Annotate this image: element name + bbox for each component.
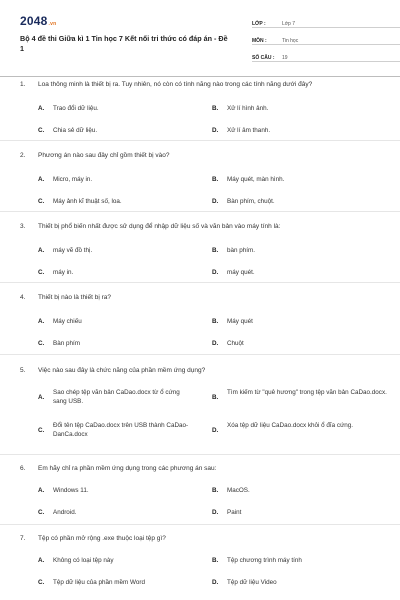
option-letter: C. [38, 579, 45, 586]
question-number: 1. [20, 81, 26, 88]
option-text: Đổi tên tệp CaDao.docx trên USB thành CaDao-DanCa.docx [53, 422, 189, 438]
question-text: Phương án nào sau đây chỉ gồm thiết bị vào? [38, 152, 170, 159]
question-text: Tệp có phần mở rộng .exe thuộc loại tệp gì? [38, 535, 166, 542]
option-text: Windows 11. [53, 487, 89, 494]
option-text: bàn phím. [227, 247, 256, 254]
option-text: máy vẽ đồ thị. [53, 247, 93, 254]
option-text: Chuột [227, 340, 244, 347]
option-letter: A. [38, 318, 45, 325]
option-letter: B. [212, 394, 219, 401]
option-letter: D. [212, 579, 219, 586]
option-text: Paint [227, 509, 242, 516]
question-divider [0, 524, 400, 525]
option-text: Máy chiếu [53, 318, 82, 325]
class-value: Lớp 7 [282, 21, 296, 27]
question-divider [0, 211, 400, 212]
info-row-count [252, 48, 400, 62]
option-letter: A. [38, 557, 45, 564]
question-number: 7. [20, 535, 26, 542]
option-letter: D. [212, 269, 219, 276]
question-text: Em hãy chỉ ra phần mềm ứng dụng trong các phương án sau: [38, 465, 217, 472]
option-letter: B. [212, 247, 219, 254]
question-text: Việc nào sau đây là chức năng của phần mềm ứng dụng? [38, 367, 206, 374]
option-letter: C. [38, 509, 45, 516]
subject-value: Tin học [282, 38, 299, 44]
exam-info-box [252, 14, 400, 65]
question-divider [0, 282, 400, 283]
option-text: Tệp dữ liệu của phần mềm Word [53, 579, 145, 586]
question-stem [20, 534, 390, 543]
option-text: Bàn phím [53, 340, 80, 347]
option-text: Máy quét [227, 318, 253, 325]
option-letter: C. [38, 427, 45, 434]
option-letter: A. [38, 247, 45, 254]
option-text: máy in. [53, 269, 74, 276]
option-letter: C. [38, 127, 45, 134]
option-text: Chia sẻ dữ liệu. [53, 127, 98, 134]
question-stem [20, 464, 390, 473]
option-text: Android. [53, 509, 77, 516]
header-divider [0, 76, 400, 77]
option-letter: D. [212, 427, 219, 434]
option-letter: B. [212, 557, 219, 564]
brand-logo[interactable] [20, 14, 56, 28]
option-letter: C. [38, 269, 45, 276]
option-text: Xử lí âm thanh. [227, 127, 271, 134]
question-number: 3. [20, 223, 26, 230]
option-text: Tệp chương trình máy tính [227, 557, 302, 564]
option-text: Xóa tệp dữ liệu CaDao.docx khỏi ổ đĩa cứng. [227, 422, 354, 429]
question-stem [20, 222, 390, 231]
brand-tld: .vn [48, 21, 57, 27]
option-letter: B. [212, 105, 219, 112]
option-text: Trao đổi dữ liệu. [53, 105, 99, 112]
option-text: MacOS. [227, 487, 250, 494]
option-letter: C. [38, 198, 45, 205]
option-letter: D. [212, 127, 219, 134]
option-letter: A. [38, 176, 45, 183]
option-letter: B. [212, 176, 219, 183]
option-text: Tệp dữ liệu Video [227, 579, 277, 586]
question-number: 4. [20, 294, 26, 301]
option-text: Tìm kiếm từ "quê hương" trong tệp văn bản CaDao.docx. [227, 389, 387, 396]
option-text: máy quét. [227, 269, 255, 276]
question-number: 2. [20, 152, 26, 159]
question-number: 6. [20, 465, 26, 472]
question-divider [0, 140, 400, 141]
option-text: Sao chép tệp văn bản CaDao.docx từ ổ cứng sang USB. [53, 389, 180, 405]
question-number: 5. [20, 367, 26, 374]
option-letter: D. [212, 198, 219, 205]
question-count-value: 19 [282, 55, 288, 61]
subject-label: MÔN : [252, 38, 267, 44]
document-title: Bộ 4 đề thi Giữa kì 1 Tin học 7 Kết nối tri thức có đáp án - Đề 1 [20, 34, 228, 53]
question-divider [0, 354, 400, 355]
exam-header [20, 14, 382, 64]
question-count-label: SỐ CÂU : [252, 55, 275, 61]
option-letter: A. [38, 105, 45, 112]
option-letter: B. [212, 318, 219, 325]
question-stem [20, 80, 390, 89]
question-stem [20, 293, 390, 302]
option-letter: B. [212, 487, 219, 494]
question-text: Thiết bị phổ biến nhất được sử dụng để nhập dữ liệu số và văn bản vào máy tính là: [38, 223, 281, 230]
question-text: Thiết bị nào là thiết bị ra? [38, 294, 111, 301]
info-row-subject [252, 31, 400, 45]
class-label: LỚP : [252, 21, 266, 27]
option-letter: D. [212, 340, 219, 347]
option-letter: C. [38, 340, 45, 347]
question-stem [20, 366, 390, 375]
question-divider [0, 454, 400, 455]
option-letter: A. [38, 487, 45, 494]
option-letter: D. [212, 509, 219, 516]
brand-name: 2048 [20, 14, 48, 28]
question-stem [20, 151, 390, 160]
option-letter: A. [38, 394, 45, 401]
option-text: Micro, máy in. [53, 176, 93, 183]
option-text: Xử lí hình ảnh. [227, 105, 269, 112]
option-text: Máy quét, màn hình. [227, 176, 285, 183]
option-text: Máy ảnh kĩ thuật số, loa. [53, 198, 122, 205]
question-text: Loa thông minh là thiết bị ra. Tuy nhiên, nó còn có tính năng nào trong các tính năng dưới đây? [38, 81, 313, 88]
option-text: Bàn phím, chuột. [227, 198, 275, 205]
option-text: Không có loại tệp này [53, 557, 114, 564]
info-row-class [252, 14, 400, 28]
